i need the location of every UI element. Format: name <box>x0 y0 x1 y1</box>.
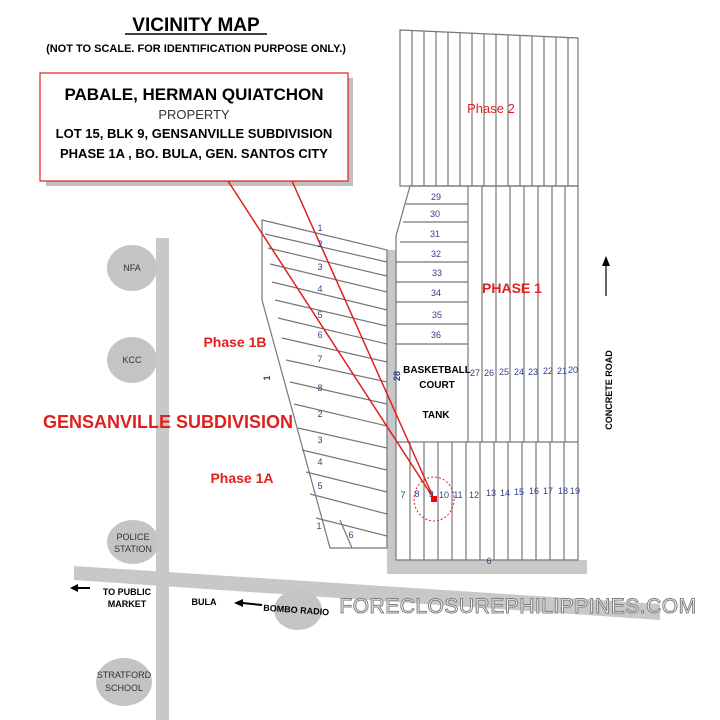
lot-number: 3 <box>317 435 323 445</box>
arrow-up-icon <box>602 256 610 296</box>
basketball-court-label-2: COURT <box>419 380 455 391</box>
main-vertical-road <box>156 238 169 720</box>
lot-number: 26 <box>483 368 495 378</box>
stratford-school-label: STRATFORD <box>96 670 152 680</box>
concrete-road-label: CONCRETE ROAD <box>604 350 614 430</box>
basketball-court-label: BASKETBALL <box>403 365 471 376</box>
lot-number: 6 <box>348 530 354 540</box>
stratford-school-label-2: SCHOOL <box>104 683 144 693</box>
lot-number: 4 <box>317 284 323 294</box>
lot-number: 5 <box>317 310 323 320</box>
lot-number: 7 <box>317 354 323 364</box>
map-subtitle: (NOT TO SCALE. FOR IDENTIFICATION PURPOSE ONLY.) <box>46 43 346 55</box>
lot-number: 8 <box>414 489 420 499</box>
lot-number: 7 <box>400 490 406 500</box>
property-label: PROPERTY <box>158 107 230 122</box>
lot-number: 1 <box>316 521 322 531</box>
lot-number: 32 <box>430 249 442 259</box>
lot-number: 21 <box>556 366 568 376</box>
to-public-market-label-2: MARKET <box>107 599 147 609</box>
lot-number: 8 <box>317 383 323 393</box>
map-title: VICINITY MAP <box>132 15 260 36</box>
watermark: FORECLOSUREPHILIPPINES.COM <box>339 595 697 618</box>
lot-number: 34 <box>430 288 442 298</box>
police-station-label: POLICE <box>116 532 150 542</box>
lot-number: 22 <box>542 366 554 376</box>
to-public-market-label: TO PUBLIC <box>102 587 152 597</box>
arrow-left-icon <box>70 584 90 592</box>
police-station-landmark <box>107 520 159 564</box>
police-station-label-2: STATION <box>114 544 152 554</box>
kcc-label: KCC <box>122 355 142 365</box>
phase1ab-block <box>262 220 387 548</box>
lot-numbers-right-row <box>470 365 578 378</box>
phase2-label: Phase 2 <box>467 101 515 116</box>
road-lot-number: 6 <box>486 556 492 566</box>
lot-number: 25 <box>498 367 510 377</box>
lot-number: 17 <box>542 486 554 496</box>
lot-marker-28: 28 <box>392 370 402 382</box>
lot-number: 15 <box>513 487 525 497</box>
lot-number: 30 <box>429 209 441 219</box>
bula-label: BULA <box>191 597 217 607</box>
lot-number: 3 <box>317 262 323 272</box>
lot-number: 13 <box>485 488 497 498</box>
nfa-label: NFA <box>123 263 141 273</box>
lot-number: 36 <box>430 330 442 340</box>
property-address: PHASE 1A , BO. BULA, GEN. SANTOS CITY <box>60 146 328 161</box>
lot-number: 20 <box>567 365 579 375</box>
lot-number: 24 <box>513 367 525 377</box>
bombo-radio-label: BOMBO RADIO <box>262 602 330 618</box>
phase1-label: PHASE 1 <box>482 280 542 296</box>
side-lot-marker: 1 <box>262 375 272 381</box>
lot-number: 12 <box>468 490 480 500</box>
lot-number: 1 <box>317 223 323 233</box>
stratford-school-landmark <box>96 658 152 706</box>
lot-number: 35 <box>431 310 443 320</box>
lot-number: 31 <box>429 229 441 239</box>
lot-number: 4 <box>317 457 323 467</box>
lot-numbers-block-lower <box>317 409 322 491</box>
lot-numbers-center-stack <box>430 192 442 340</box>
lot-number: 2 <box>317 239 323 249</box>
lot-description: LOT 15, BLK 9, GENSANVILLE SUBDIVISION <box>55 126 333 141</box>
lot-number: 19 <box>569 486 581 496</box>
lot-number: 23 <box>527 367 539 377</box>
arrow-left-icon <box>234 599 262 607</box>
lot-number: 14 <box>499 488 511 498</box>
owner-name: PABALE, HERMAN QUIATCHON <box>64 85 324 104</box>
lot-number: 5 <box>317 481 323 491</box>
lot-number: 9 <box>428 489 434 499</box>
lot-number: 6 <box>317 330 323 340</box>
property-callout <box>40 73 353 186</box>
landmarks <box>96 245 322 706</box>
phase1a-label: Phase 1A <box>210 470 274 486</box>
lot-number: 33 <box>431 268 443 278</box>
phase1b-label: Phase 1B <box>203 334 267 350</box>
lot-number: 2 <box>317 409 323 419</box>
lot-number: 29 <box>430 192 442 202</box>
lot-number: 27 <box>469 368 481 378</box>
tank-label: TANK <box>422 410 450 421</box>
phase1ab-outline <box>262 220 387 548</box>
subdivision-label: GENSANVILLE SUBDIVISION <box>42 412 294 432</box>
lot-number: 18 <box>557 486 569 496</box>
roads <box>74 238 660 720</box>
lot-numbers-block-bottom <box>316 521 353 540</box>
lot-number: 16 <box>528 486 540 496</box>
lot-number: 10 <box>438 490 450 500</box>
lot-number: 11 <box>453 490 463 500</box>
